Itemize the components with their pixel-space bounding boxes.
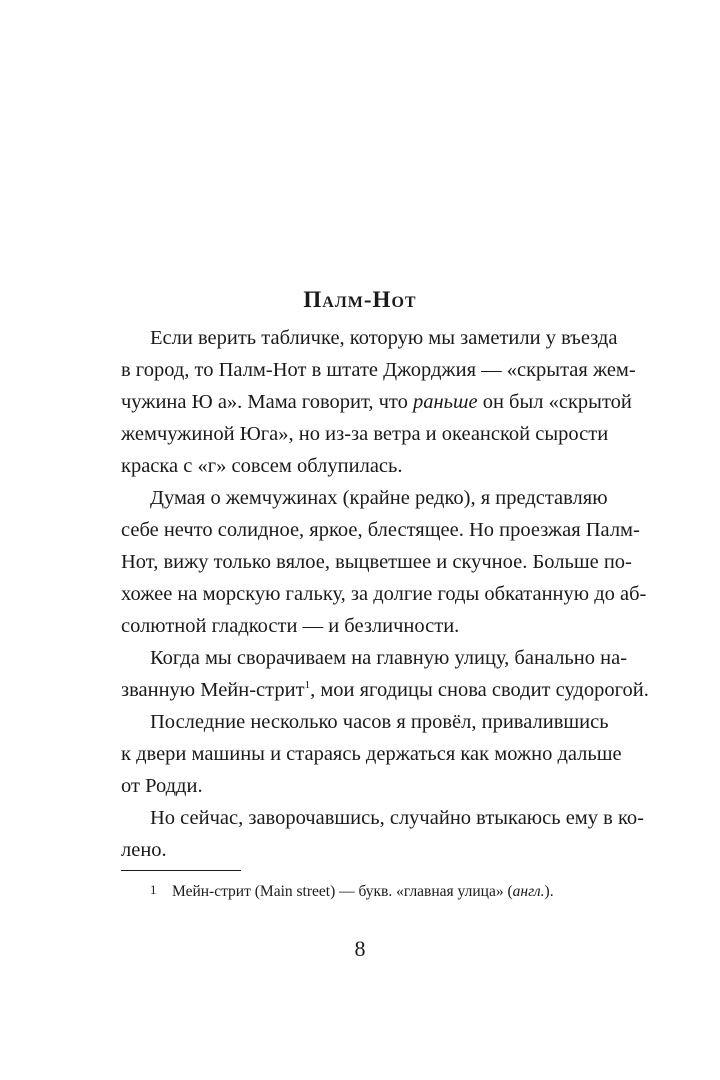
text-line: [121, 386, 632, 418]
text-line: от Родди.: [121, 775, 203, 797]
footnote-reference: 1: [304, 679, 311, 691]
footnote-divider: [121, 870, 241, 871]
text-line: лено.: [121, 839, 167, 861]
text-line: Последние несколько часов я провёл, привалившись: [150, 711, 609, 733]
emphasis-word: раньше: [413, 391, 478, 413]
text-line: Когда мы сворачиваем на главную улицу, банально на-: [150, 647, 628, 669]
text-line: Думая о жемчужинах (крайне редко), я представляю: [150, 487, 608, 509]
text-line: себе нечто солидное, яркое, блестящее. Но проезжая Палм-: [121, 519, 640, 541]
text-line: жемчужиной Юга», но из-за ветра и океанской сырости: [121, 423, 609, 445]
text-line: краска с «г» совсем облупилась.: [121, 455, 403, 477]
text-segment: он был «скрытой: [477, 391, 632, 413]
text-line: в город, то Палм-Нот в штате Джорджия — «скрытая жем-: [121, 359, 636, 381]
text-segment: , мои ягодицы снова сводит судорогой.: [310, 679, 649, 701]
footnote-text-end: ).: [544, 883, 554, 900]
page-number: 8: [354, 936, 366, 961]
footnote-text: Мейн-стрит (Main street) — букв. «главная улица» (: [172, 883, 513, 900]
chapter-title: Палм-Нот: [303, 287, 417, 312]
text-line: к двери машины и стараясь держаться как можно дальше: [121, 743, 622, 765]
text-line: хожее на морскую гальку, за долгие годы обкатанную до аб-: [121, 583, 647, 605]
text-segment: чужина Ю а». Мама говорит, что: [121, 391, 413, 413]
footnote-emphasis: англ.: [512, 883, 545, 900]
text-segment: званную Мейн-стрит: [121, 679, 305, 701]
text-line: Но сейчас, заворочавшись, случайно втыкаюсь ему в ко-: [150, 807, 644, 829]
footnote-mark: 1: [150, 882, 157, 897]
text-line: Если верить табличке, которую мы заметили у въезда: [150, 327, 618, 349]
text-line: [121, 674, 649, 706]
text-line: Нот, вижу только вялое, выцветшее и скучное. Больше по-: [121, 551, 632, 573]
footnote: [150, 877, 610, 905]
text-line: солютной гладкости — и безличности.: [121, 615, 460, 637]
